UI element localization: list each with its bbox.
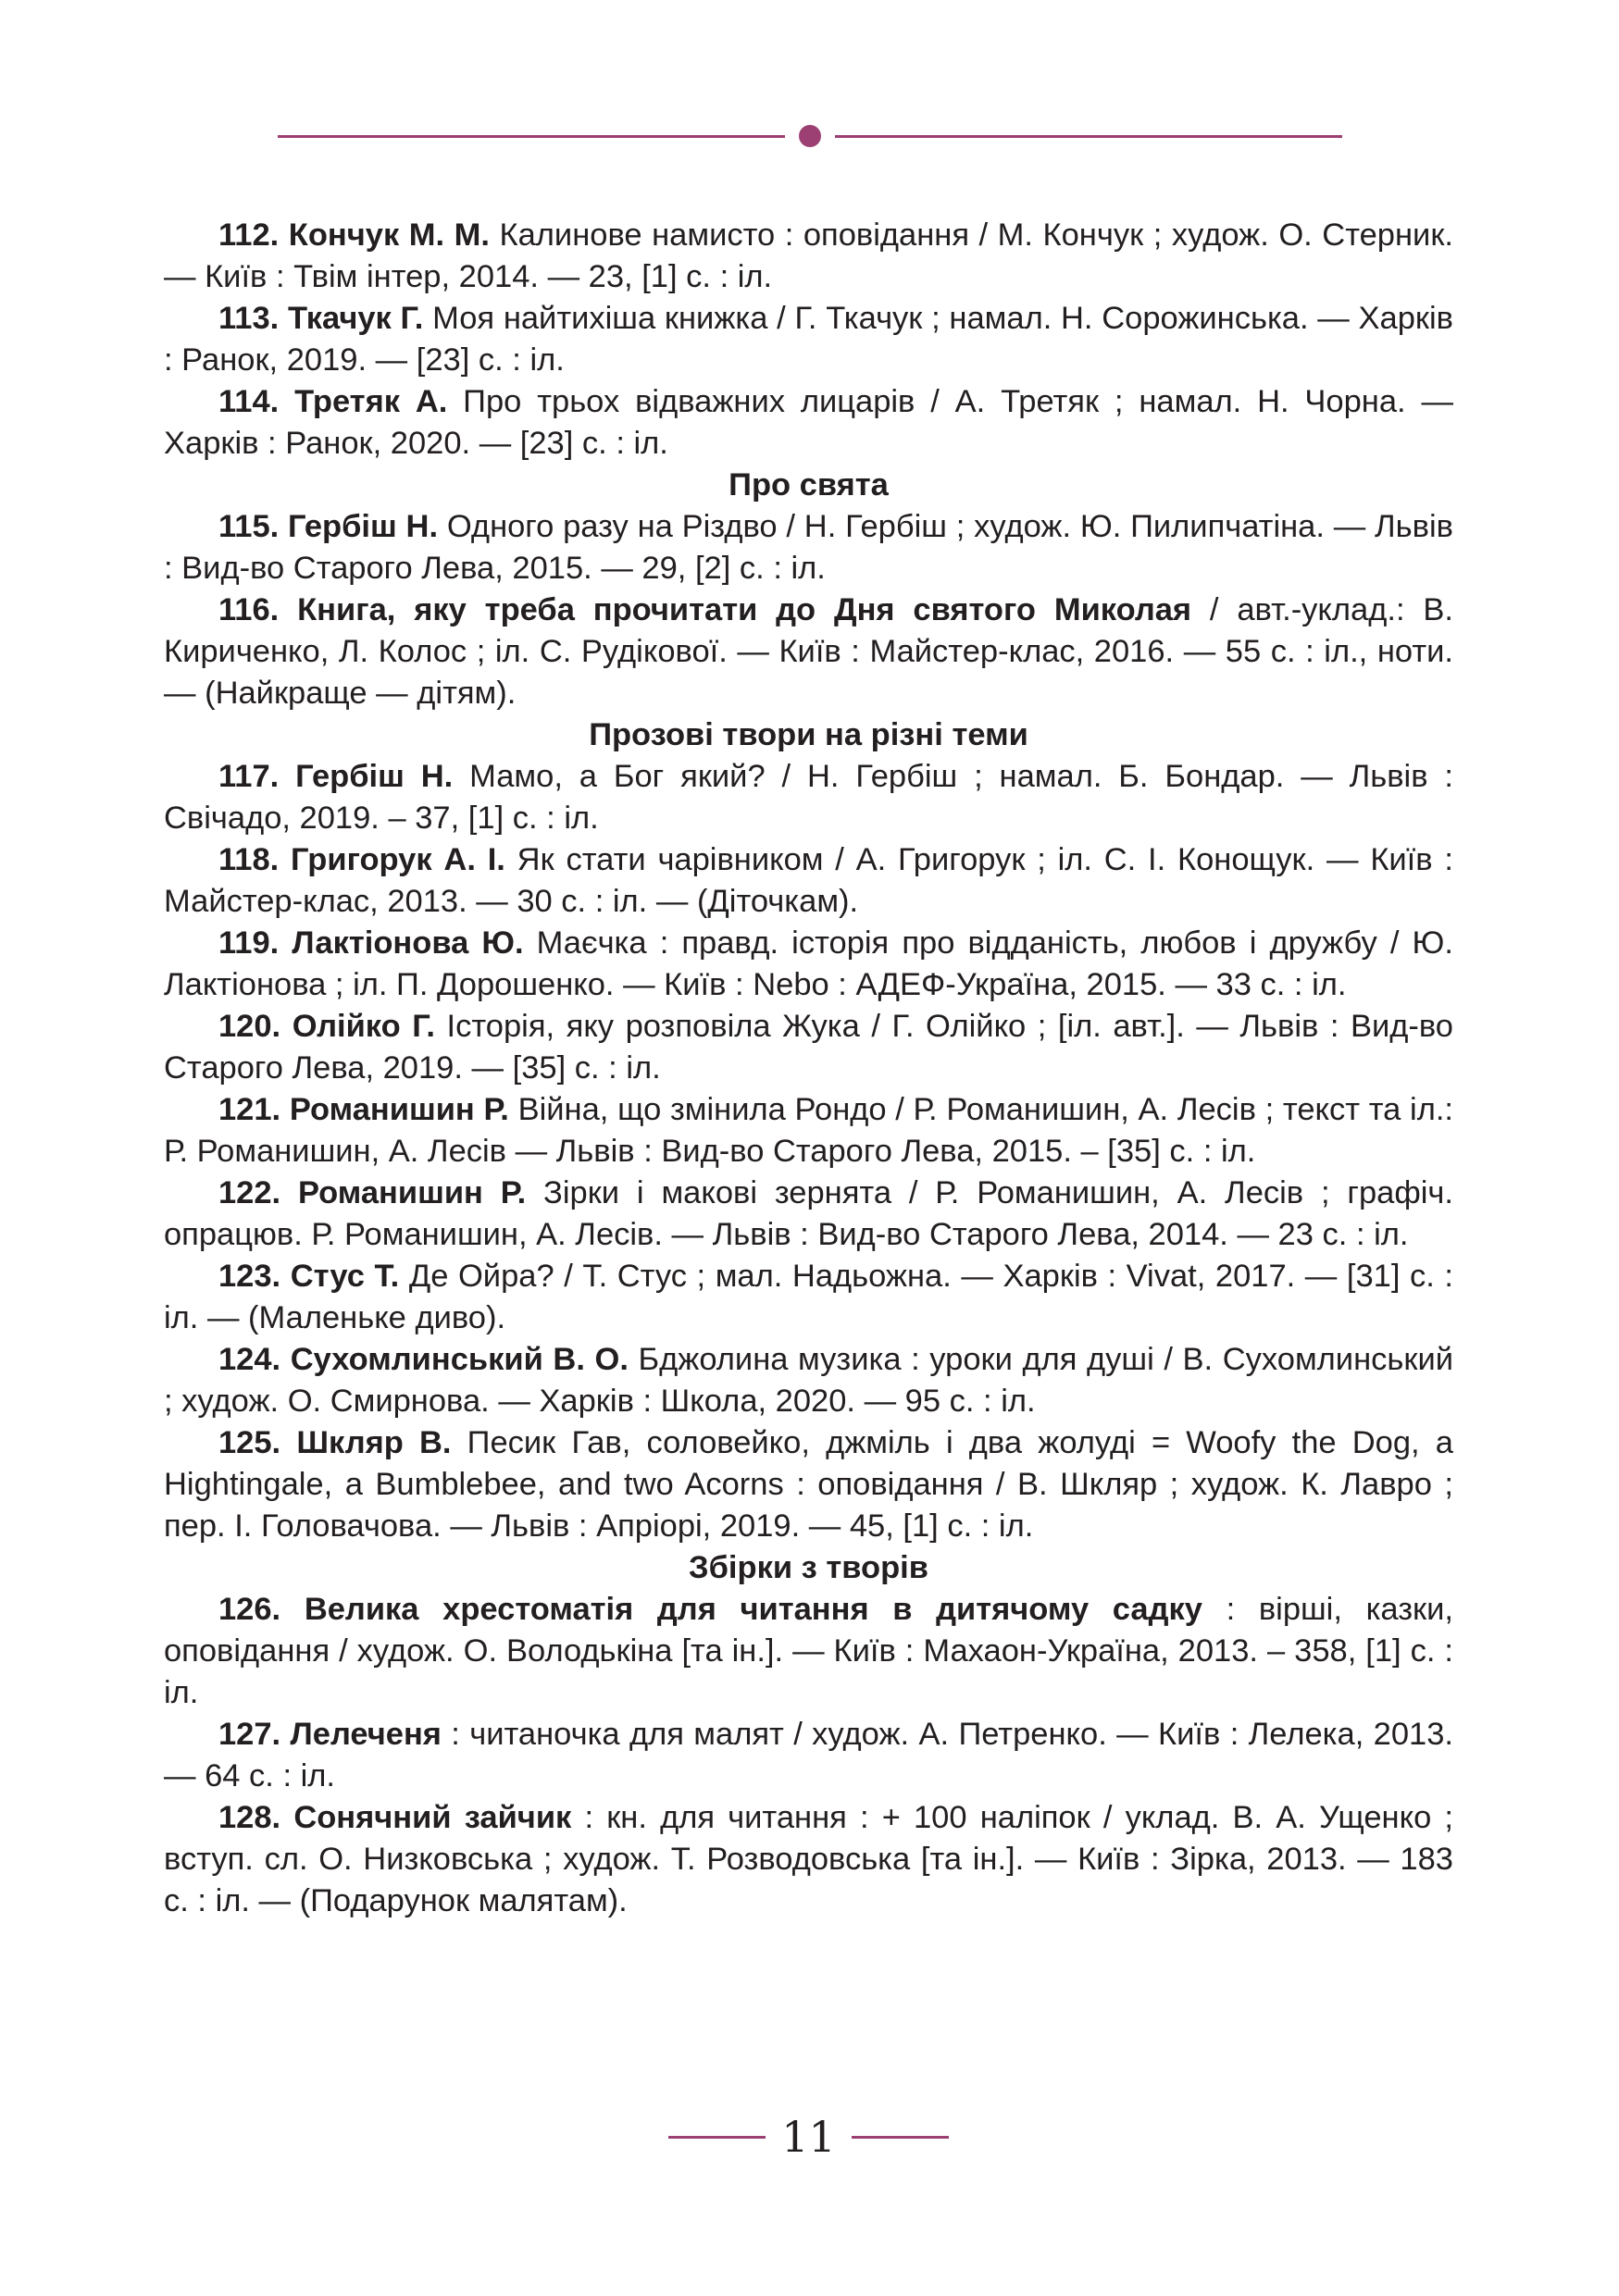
- ornament-line-right: [835, 135, 1342, 138]
- bibliography-entry: [164, 381, 1453, 465]
- entry-number: 127.: [218, 1717, 281, 1752]
- page-footer: [0, 2110, 1619, 2166]
- footer-line-left: [668, 2136, 766, 2139]
- bibliography-entry: [164, 1173, 1453, 1256]
- entry-author: Григорук А. І.: [291, 842, 505, 877]
- entry-description: Мамо, а Бог який? / Н. Гербіш ; намал. Б. Бондар. — Львів : Свічадо, 2019. – 37, [1] с. : іл.: [164, 759, 1453, 836]
- entry-description: Де Ойра? / Т. Стус ; мал. Надьожна. — Харків : Vivat, 2017. — [31] с. : іл. — (Маленьке диво).: [164, 1259, 1453, 1335]
- entry-description: Маєчка : правд. історія про відданість, любов і дружбу / Ю. Лактіонова ; іл. П. Дорошенко. — Київ : Nebo : АДЕФ-Україна, 2015. — 33 с. : іл.: [164, 925, 1453, 1002]
- entry-number: 118.: [218, 842, 280, 877]
- entry-author: Романишин Р.: [298, 1175, 527, 1210]
- entry-author: Романишин Р.: [289, 1092, 509, 1127]
- entry-description: Війна, що змінила Рондо / Р. Романишин, А. Лесів ; текст та іл.: Р. Романишин, А. Лесів — Львів : Вид-во Старого Лева, 2015. – [35] с. : іл.: [164, 1092, 1454, 1169]
- entry-description: Бджолина музика : уроки для душі / В. Сухомлинський ; худож. О. Смирнова. — Харків : Школа, 2020. — 95 с. : іл.: [164, 1342, 1453, 1419]
- entry-description: : кн. для читання : + 100 наліпок / уклад. В. А. Ущенко ; вступ. сл. О. Низковська ; худож. Т. Розводовська [та ін.]. — Київ : Зірка, 2013. — 183 с. : іл. — (Подарунок малятам).: [164, 1800, 1453, 1918]
- entry-author: Ткачук Г.: [287, 301, 424, 336]
- bibliography-entry: [164, 756, 1453, 839]
- entry-number: 116.: [218, 592, 280, 627]
- entry-description: / авт.-уклад.: В. Кириченко, Л. Колос ; іл. С. Рудікової. — Київ : Майстер-клас, 2016. — 55 с. : іл., ноти. — (Найкраще — дітям).: [164, 592, 1453, 711]
- entry-author: Стус Т.: [290, 1259, 400, 1294]
- entry-number: 115.: [218, 509, 280, 544]
- bibliography-entry: [164, 1797, 1453, 1922]
- bibliography-entry: [164, 298, 1453, 381]
- bibliography-entry: [164, 839, 1453, 923]
- entry-author: Лелеченя: [290, 1717, 442, 1752]
- entry-description: : вірші, казки, оповідання / худож. О. Володькіна [та ін.]. — Київ : Махаон-Україна, 2013. – 358, [1] с. : іл.: [164, 1592, 1453, 1710]
- entry-author: Шкляр В.: [296, 1425, 452, 1460]
- entry-number: 128.: [218, 1800, 281, 1835]
- section-heading: Збірки з творів: [689, 1550, 928, 1585]
- section-heading: Прозові твори на різні теми: [589, 717, 1028, 752]
- entry-author: Велика хрестоматія для читання в дитячому садку: [304, 1592, 1202, 1627]
- bibliography-entry: [164, 506, 1453, 590]
- bibliography-entry: [164, 1422, 1453, 1547]
- entry-description: Як стати чарівником / А. Григорук ; іл. С. І. Конощук. — Київ : Майстер-клас, 2013. — 30 с. : іл. — (Діточкам).: [164, 842, 1453, 919]
- entry-description: Про трьох відважних лицарів / А. Третяк ; намал. Н. Чорна. — Харків : Ранок, 2020. — [23] с. : іл.: [164, 384, 1453, 461]
- bibliography-entry: [164, 1339, 1453, 1422]
- entry-number: 125.: [218, 1425, 281, 1460]
- entry-description: Моя найтихіша книжка / Г. Ткачук ; намал. Н. Сорожинська. — Харків : Ранок, 2019. — [23] с. : іл.: [164, 301, 1453, 378]
- entry-number: 122.: [218, 1175, 281, 1210]
- bibliography-entry: [164, 923, 1453, 1006]
- entry-description: : читаночка для малят / худож. А. Петренко. — Київ : Лелека, 2013. — 64 с. : іл.: [164, 1717, 1453, 1793]
- top-ornament: [278, 122, 1342, 150]
- ornament-line-left: [278, 135, 785, 138]
- entry-number: 126.: [218, 1592, 281, 1627]
- entry-description: Історія, яку розповіла Жука / Г. Олійко ; [іл. авт.]. — Львів : Вид-во Старого Лева, 2019. — [35] с. : іл.: [164, 1009, 1453, 1086]
- entry-author: Сухомлинський В. О.: [290, 1342, 629, 1377]
- entry-number: 112.: [218, 217, 280, 253]
- entry-number: 117.: [218, 759, 280, 794]
- entry-author: Третяк А.: [294, 384, 448, 419]
- bibliography-entry: [164, 1256, 1453, 1339]
- bibliography-entry: [164, 1589, 1453, 1714]
- entry-number: 113.: [218, 301, 280, 336]
- entry-number: 124.: [218, 1342, 281, 1377]
- entry-number: 114.: [218, 384, 280, 419]
- bibliography-entry: [164, 1006, 1453, 1089]
- entry-author: Сонячний зайчик: [293, 1800, 572, 1835]
- bibliography-entry: [164, 1714, 1453, 1797]
- entry-number: 121.: [218, 1092, 281, 1127]
- entry-description: Песик Гав, соловейко, джміль і два жолуді = Woofy the Dog, a Hightingale, a Bumblebee, and two Acorns : оповідання / В. Шкляр ; худож. К. Лавро ; пер. І. Головачова. — Львів : Апріорі, 2019. — 45, [1] с. : іл.: [164, 1425, 1453, 1544]
- entry-description: Зірки і макові зернята / Р. Романишин, А. Лесів ; графіч. опрацюв. Р. Романишин, А. Лесів. — Львів : Вид-во Старого Лева, 2014. — 23 с. : іл.: [164, 1175, 1453, 1252]
- entry-description: Калинове намисто : оповідання / М. Кончук ; худож. О. Стерник. — Київ : Твім інтер, 2014. — 23, [1] с. : іл.: [164, 217, 1453, 294]
- bibliography-list: [164, 215, 1453, 1922]
- entry-number: 120.: [218, 1009, 281, 1044]
- entry-author: Книга, яку треба прочитати до Дня святого Миколая: [297, 592, 1192, 627]
- entry-number: 119.: [218, 925, 280, 961]
- footer-line-right: [852, 2136, 949, 2139]
- section-heading: Про свята: [729, 467, 889, 503]
- bibliography-entry: [164, 215, 1453, 298]
- entry-author: Гербіш Н.: [288, 509, 439, 544]
- entry-author: Кончук М. М.: [288, 217, 490, 253]
- entry-author: Лактіонова Ю.: [292, 925, 524, 961]
- ornament-dot: [799, 125, 821, 147]
- entry-author: Гербіш Н.: [295, 759, 454, 794]
- entry-number: 123.: [218, 1259, 281, 1294]
- bibliography-entry: [164, 1089, 1453, 1173]
- bibliography-entry: [164, 590, 1453, 714]
- entry-description: Одного разу на Різдво / Н. Гербіш ; худож. Ю. Пилипчатіна. — Львів : Вид-во Старого Лева, 2015. — 29, [2] с. : іл.: [164, 509, 1453, 586]
- page-number: 11: [781, 2112, 836, 2162]
- entry-author: Олійко Г.: [292, 1009, 436, 1044]
